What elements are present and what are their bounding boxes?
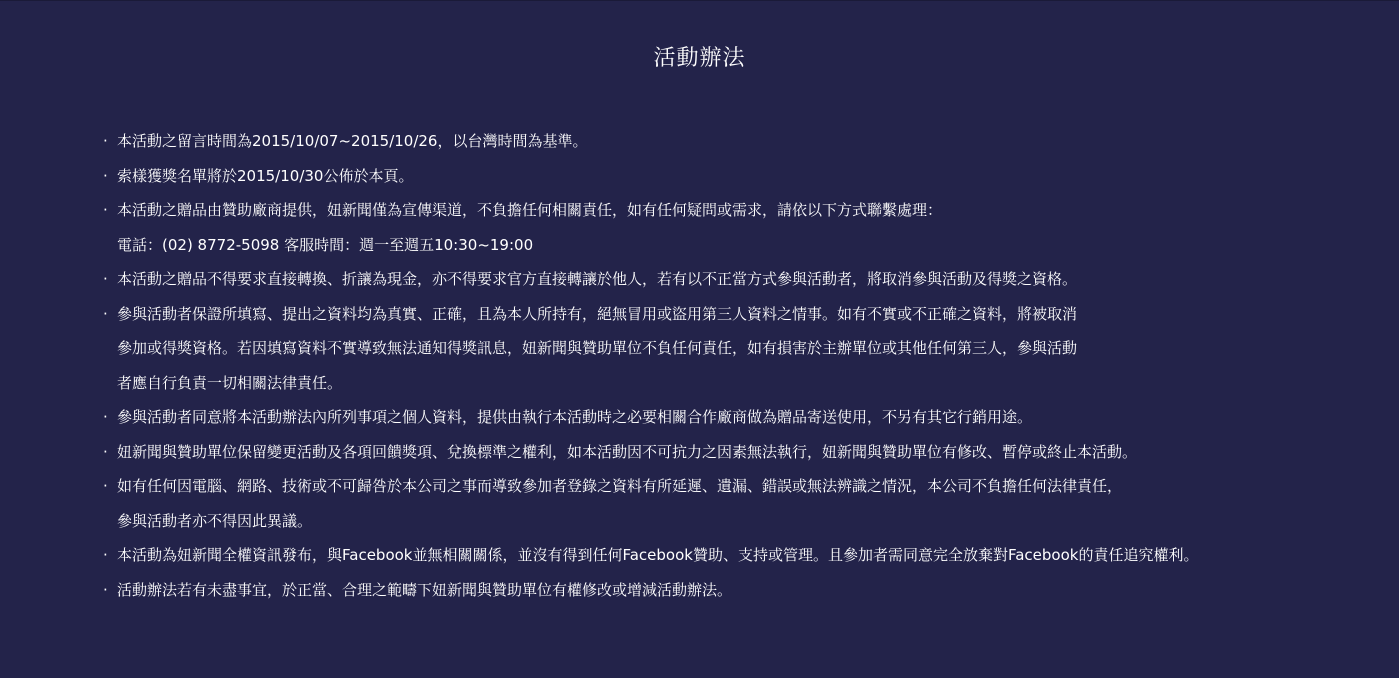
rule-text: 如有任何因電腦、網路、技術或不可歸咎於本公司之事而導致參加者登錄之資料有所延遲、遺漏、錯誤或無法辨識之情況，本公司不負擔任何法律責任， (117, 477, 1123, 495)
bullet-dot: · (103, 442, 108, 461)
rule-text: 參與活動者同意將本活動辦法內所列事項之個人資料，提供由執行本活動時之必要相關合作廠商做為贈品寄送使用，不另有其它行銷用途。 (117, 408, 1033, 426)
rule-line-continuation (103, 336, 1393, 371)
contact-text: 電話：(02) 8772-5098 客服時間：週一至週五10:30~19:00 (117, 235, 534, 254)
rule-line (103, 543, 1393, 578)
rule-line (103, 164, 1393, 199)
rule-line (103, 129, 1393, 164)
bullet-dot: · (103, 270, 108, 288)
bullet-dot: · (103, 477, 108, 495)
rule-text: 活動辦法若有未盡事宜，於正當、合理之範疇下妞新聞與贊助單位有權修改或增減活動辦法。 (117, 580, 733, 599)
rule-text: 妞新聞與贊助單位保留變更活動及各項回饋獎項、兌換標準之權利，如本活動因不可抗力之因素無法執行，妞新聞與贊助單位有修改、暫停或終止本活動。 (117, 442, 1138, 461)
rule-line (103, 198, 1393, 233)
rule-line (103, 440, 1393, 475)
rule-text: 者應自行負責一切相關法律責任。 (117, 373, 343, 392)
rule-line (103, 578, 1393, 613)
bullet-dot: · (103, 546, 108, 564)
rule-text: 本活動之贈品由贊助廠商提供，妞新聞僅為宣傳渠道，不負擔任何相關責任，如有任何疑問或需求，請依以下方式聯繫處理： (117, 201, 943, 219)
bullet-dot: · (103, 166, 108, 185)
rule-line (103, 405, 1393, 440)
rule-line (103, 267, 1393, 302)
rule-line-continuation (103, 509, 1393, 544)
rule-text: 索樣獲獎名單將於2015/10/30公佈於本頁。 (117, 166, 414, 185)
bullet-dot: · (103, 132, 108, 150)
rule-line-continuation (103, 371, 1393, 406)
bullet-dot: · (103, 304, 108, 323)
rule-text: 本活動之留言時間為2015/10/07~2015/10/26，以台灣時間為基準。 (117, 132, 588, 150)
rule-line (103, 302, 1393, 337)
rule-text: 參與活動者保證所填寫、提出之資料均為真實、正確，且為本人所持有，絕無冒用或盜用第三人資料之情事。如有不實或不正確之資料，將被取消 (117, 304, 1078, 323)
rule-line-continuation (103, 233, 1393, 268)
rules-list (103, 129, 1393, 612)
rule-text: 參加或得獎資格。若因填寫資料不實導致無法通知得獎訊息，妞新聞與贊助單位不負任何責任，如有損害於主辦單位或其他任何第三人，參與活動 (117, 339, 1078, 357)
rule-line (103, 474, 1393, 509)
page-title: 活動辦法 (653, 46, 746, 71)
rule-text: 參與活動者亦不得因此異議。 (117, 511, 313, 530)
bullet-dot: · (103, 201, 108, 219)
bullet-dot: · (103, 408, 108, 426)
rule-text: 本活動之贈品不得要求直接轉換、折讓為現金，亦不得要求官方直接轉讓於他人，若有以不正當方式參與活動者，將取消參與活動及得獎之資格。 (117, 270, 1078, 288)
rule-text: 本活動為妞新聞全權資訊發布，與Facebook並無相關關係，並沒有得到任何Facebook贊助、支持或管理。且參加者需同意完全放棄對Facebook的責任追究權利。 (117, 546, 1199, 564)
bullet-dot: · (103, 580, 108, 599)
